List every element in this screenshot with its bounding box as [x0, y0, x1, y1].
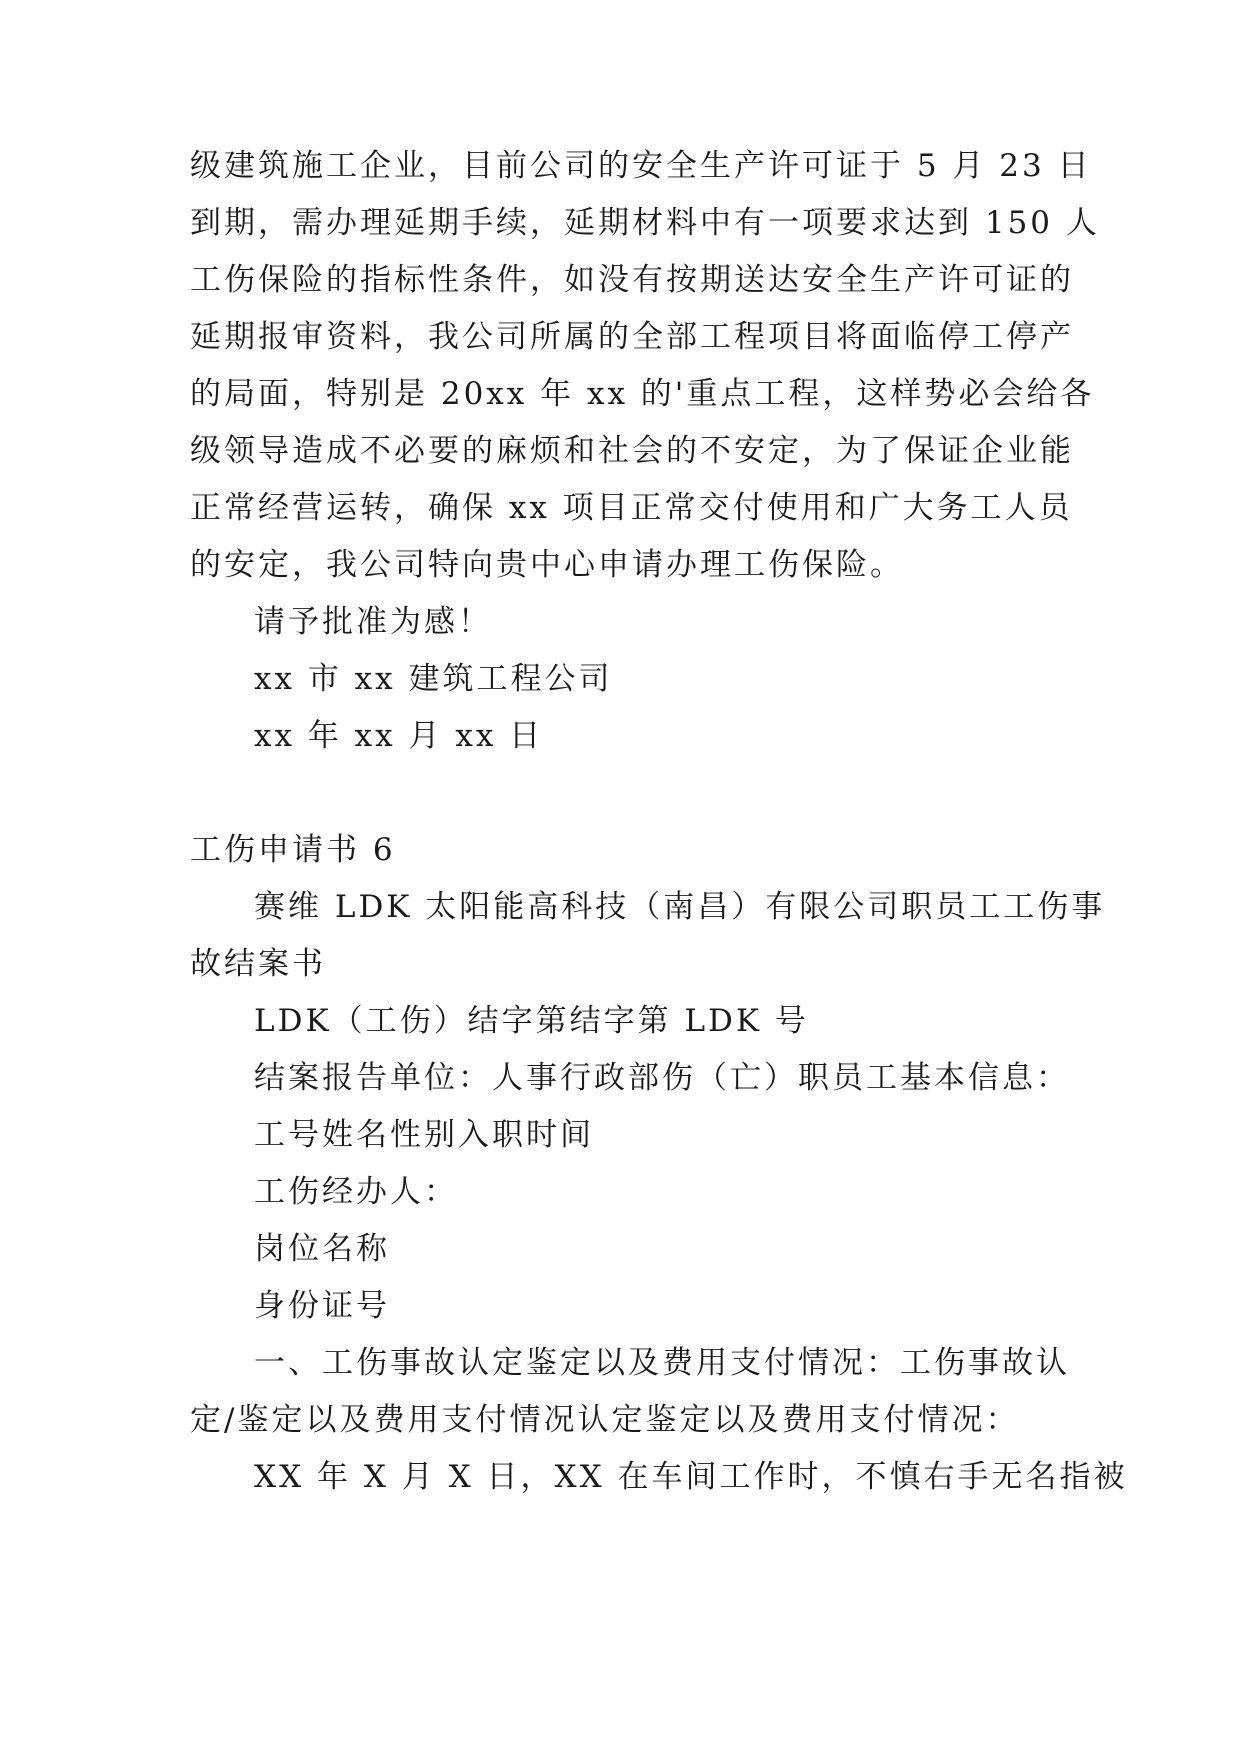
field-handler: 工伤经办人： — [254, 1174, 458, 1210]
paragraph-line: 的安定，我公司特向贵中心申请办理工伤保险。 — [190, 547, 904, 583]
paragraph-line: 正常经营运转，确保 xx 项目正常交付使用和广大务工人员 — [190, 490, 1073, 526]
paragraph-line: 级建筑施工企业，目前公司的安全生产许可证于 5 月 23 日 — [190, 148, 1092, 184]
field-id-name-gender-date: 工号姓名性别入职时间 — [254, 1117, 594, 1153]
paragraph-line: 工伤保险的指标性条件，如没有按期送达安全生产许可证的 — [190, 262, 1074, 298]
report-unit: 结案报告单位：人事行政部伤（亡）职员工基本信息： — [254, 1060, 1070, 1096]
closing-company: xx 市 xx 建筑工程公司 — [254, 661, 613, 697]
doc-title-line2: 故结案书 — [190, 946, 326, 982]
closing-request: 请予批准为感！ — [254, 604, 492, 640]
paragraph-line: 级领导造成不必要的麻烦和社会的不安定，为了保证企业能 — [190, 433, 1074, 469]
paragraph-line: 到期，需办理延期手续，延期材料中有一项要求达到 150 人 — [190, 205, 1100, 241]
case-number: LDK（工伤）结字第结字第 LDK 号 — [254, 1003, 809, 1039]
closing-date: xx 年 xx 月 xx 日 — [254, 718, 544, 754]
doc-title-line1: 赛维 LDK 太阳能高科技（南昌）有限公司职员工工伤事 — [254, 889, 1106, 925]
section-one-line2: 定/鉴定以及费用支付情况认定鉴定以及费用支付情况： — [190, 1402, 1020, 1438]
section-one-line1: 一、工伤事故认定鉴定以及费用支付情况：工伤事故认 — [254, 1345, 1070, 1381]
field-id-number: 身份证号 — [254, 1288, 390, 1324]
paragraph-line: 延期报审资料，我公司所属的全部工程项目将面临停工停产 — [190, 319, 1074, 355]
section-title: 工伤申请书 6 — [190, 832, 396, 868]
paragraph-line: 的局面，特别是 20xx 年 xx 的'重点工程，这样势必会给各 — [190, 376, 1095, 412]
field-position: 岗位名称 — [254, 1231, 390, 1267]
incident-description: XX 年 X 月 X 日，XX 在车间工作时，不慎右手无名指被 — [254, 1459, 1128, 1495]
